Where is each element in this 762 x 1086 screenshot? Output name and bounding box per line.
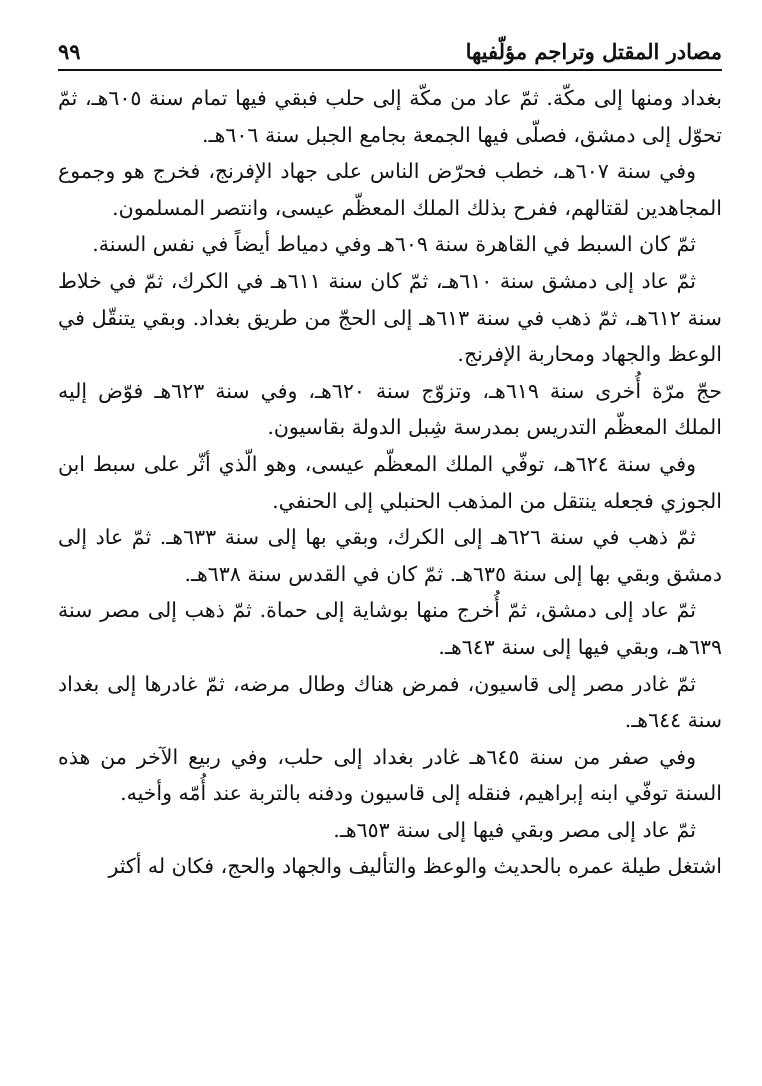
paragraph: ثمّ عاد إلى دمشق، ثمّ أُخرج منها بوشاية إلى حماة. ثمّ ذهب إلى مصر سنة ٦٣٩هـ، وبقي فيها إلى سنة ٦٤٣هـ. xyxy=(58,598,722,659)
paragraph: ثمّ ذهب في سنة ٦٢٦هـ إلى الكرك، وبقي بها إلى سنة ٦٣٣هـ. ثمّ عاد إلى دمشق وبقي بها إلى سنة ٦٣٥هـ. ثمّ كان في القدس سنة ٦٣٨هـ. xyxy=(58,525,722,586)
paragraph: ثمّ عاد إلى دمشق سنة ٦١٠هـ، ثمّ كان سنة ٦١١هـ في الكرك، ثمّ في خلاط سنة ٦١٢هـ، ثمّ ذهب في سنة ٦١٣هـ إلى الحجّ من طريق بغداد. وبقي يتنقّل في الوعظ والجهاد ومحاربة الإفرنج. xyxy=(58,268,722,367)
paragraph: وفي سنة ٦٢٤هـ، توفّي الملك المعظّم عيسى، وهو الّذي أثّر على سبط ابن الجوزي فجعله ينتقل من المذهب الحنبلي إلى الحنفي. xyxy=(58,451,722,513)
paragraph: ثمّ كان السبط في القاهرة سنة ٦٠٩هـ وفي دمياط أيضاً في نفس السنة. xyxy=(92,232,696,257)
paragraph: وفي صفر من سنة ٦٤٥هـ غادر بغداد إلى حلب، وفي ربيع الآخر من هذه السنة توفّي ابنه إبراهيم، فنقله إلى قاسيون ودفنه بالتربة عند أُمّه وأخيه. xyxy=(58,744,722,806)
header-rule xyxy=(58,69,722,71)
paragraph: اشتغل طيلة عمره بالحديث والوعظ والتأليف والجهاد والحج، فكان له أكثر xyxy=(108,854,722,879)
running-title: مصادر المقتل وتراجم مؤلّفيها xyxy=(465,38,722,64)
running-header xyxy=(58,36,722,66)
paragraph: حجّ مرّة أُخرى سنة ٦١٩هـ، وتزوّج سنة ٦٢٠هـ، وفي سنة ٦٢٣هـ فوّض إليه الملك المعظّم التدريس بمدرسة شِبل الدولة بقاسيون. xyxy=(58,378,723,440)
body-text xyxy=(58,80,722,885)
page-number: ٩٩ xyxy=(58,38,81,64)
paragraph: بغداد ومنها إلى مكّة. ثمّ عاد من مكّة إلى حلب فبقي فيها تمام سنة ٦٠٥هـ، ثمّ تحوّل إلى دمشق، فصلّى فيها الجمعة بجامع الجبل سنة ٦٠٦هـ. xyxy=(58,86,722,147)
paragraph: ثمّ غادر مصر إلى قاسيون، فمرض هناك وطال مرضه، ثمّ غادرها إلى بغداد سنة ٦٤٤هـ. xyxy=(58,671,722,733)
paragraph: ثمّ عاد إلى مصر وبقي فيها إلى سنة ٦٥٣هـ. xyxy=(333,817,696,842)
paragraph: وفي سنة ٦٠٧هـ، خطب فحرّض الناس على جهاد الإفرنج، فخرج هو وجموع المجاهدين لقتالهم، ففرح بذلك الملك المعظّم عيسى، وانتصر المسلمون. xyxy=(58,159,722,220)
